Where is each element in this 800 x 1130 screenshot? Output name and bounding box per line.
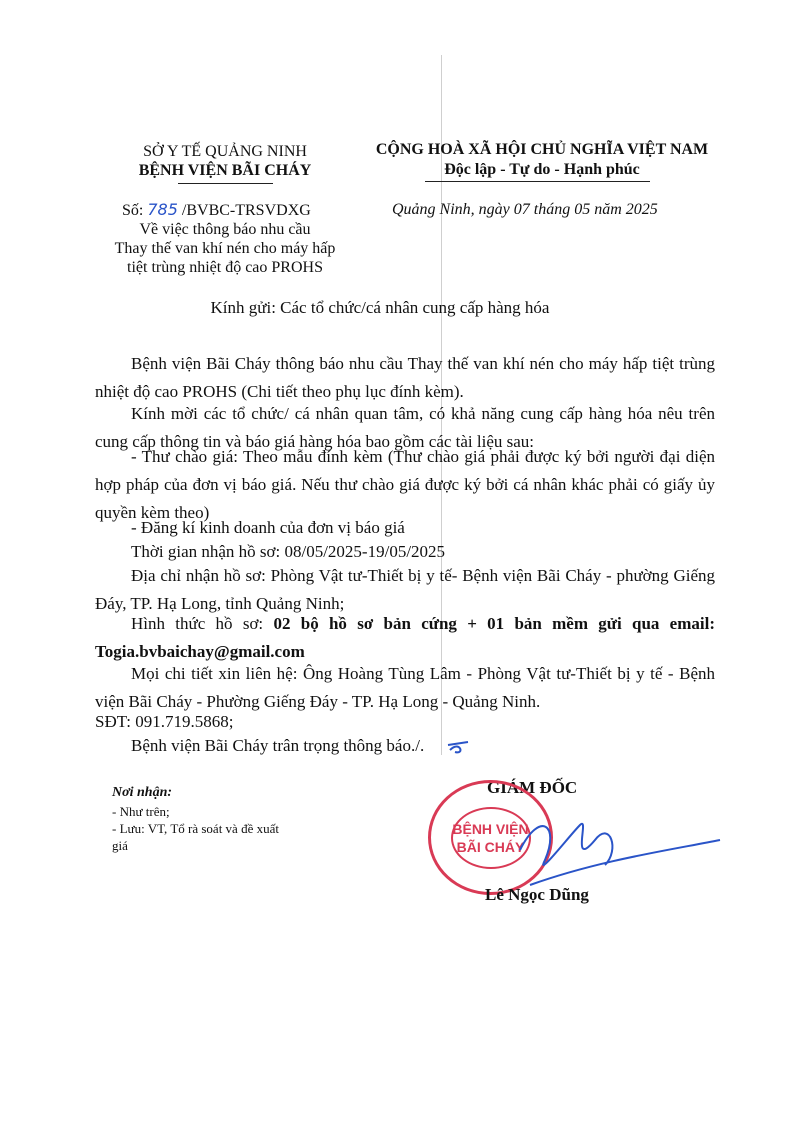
number-handwritten: 785 [147,200,178,219]
country-name: CỘNG HOÀ XÃ HỘI CHỦ NGHĨA VIỆT NAM [375,141,709,158]
hospital-underline [178,183,273,184]
number-suffix: /BVBC-TRSVDXG [181,202,311,219]
recipient-item-1: - Như trên; [112,804,170,819]
body-paragraph-6: Địa chỉ nhận hồ sơ: Phòng Vật tư-Thiết bị y tế- Bệnh viện Bãi Cháy - phường Giếng Đáy, TP. Hạ Long, tỉnh Quảng Ninh; [95,566,715,613]
number-prefix: Số: [122,202,144,219]
date-place: Quảng Ninh, ngày 07 tháng 05 năm 2025 [392,201,658,218]
stamp-line-1: BỆNH VIỆN [452,821,529,837]
subject-line-2: Thay thế van khí nén cho máy hấp [114,240,336,257]
body-paragraph-9: SĐT: 091.719.5868; [95,712,234,731]
body-paragraph-2: Kính mời các tổ chức/ cá nhân quan tâm, có khả năng cung cấp hàng hóa nêu trên cung cấp thông tin và báo giá hàng hóa bao gồm các tài liệu sau: [95,404,715,451]
subject-line-1: Về việc thông báo nhu cầu [139,221,311,238]
signer-role: GIÁM ĐỐC [487,778,578,797]
form-details: 02 bộ hồ sơ bản cứng + 01 bản mềm gửi qua email: Togia.bvbaichay@gmail.com [95,614,716,661]
national-motto: Độc lập - Tự do - Hạnh phúc [444,161,640,178]
hospital-name: BỆNH VIỆN BÃI CHÁY [138,162,312,179]
recipient-item-2: - Lưu: VT, Tổ rà soát và đề xuất [112,821,279,836]
body-paragraph-7 [95,610,715,666]
body-paragraph-3: - Thư chào giá: Theo mẫu đính kèm (Thư chào giá phải được ký bởi người đại diện hợp pháp của đơn vị báo giá. Nếu thư chào giá được ký bởi cá nhân khác phải có giấy ủy quyền kèm theo) [95,447,715,522]
body-paragraph-8: Mọi chi tiết xin liên hệ: Ông Hoàng Tùng Lâm - Phòng Vật tư-Thiết bị y tế - Bệnh viện Bãi Cháy - Phường Giếng Đáy - TP. Hạ Long - Quảng Ninh. [95,664,715,711]
body-paragraph-10: Bệnh viện Bãi Cháy trân trọng thông báo./. [131,736,425,755]
body-paragraph-1: Bệnh viện Bãi Cháy thông báo nhu cầu Thay thế van khí nén cho máy hấp tiệt trùng nhiệt độ cao PROHS (Chi tiết theo phụ lục đính kèm). [95,354,715,401]
signature-ink [420,730,740,910]
agency-name: SỞ Y TẾ QUẢNG NINH [143,143,307,160]
subject-line-3: tiệt trùng nhiệt độ cao PROHS [127,259,323,276]
recipient-item-3: giá [112,838,128,853]
body-paragraph-5: Thời gian nhận hồ sơ: 08/05/2025-19/05/2025 [131,542,446,561]
body-paragraph-4: - Đăng kí kinh doanh của đơn vị báo giá [131,518,405,537]
stamp-line-2: BÃI CHÁY [456,839,525,855]
motto-underline [425,181,650,182]
recipient-line: Kính gửi: Các tổ chức/cá nhân cung cấp hàng hóa [210,298,550,317]
subject-block [90,220,360,277]
recipients-list [112,803,322,854]
form-label: Hình thức hồ sơ: [131,614,274,633]
signer-name: Lê Ngọc Dũng [485,885,589,904]
recipients-title: Nơi nhận: [112,785,173,800]
document-number [122,200,362,220]
